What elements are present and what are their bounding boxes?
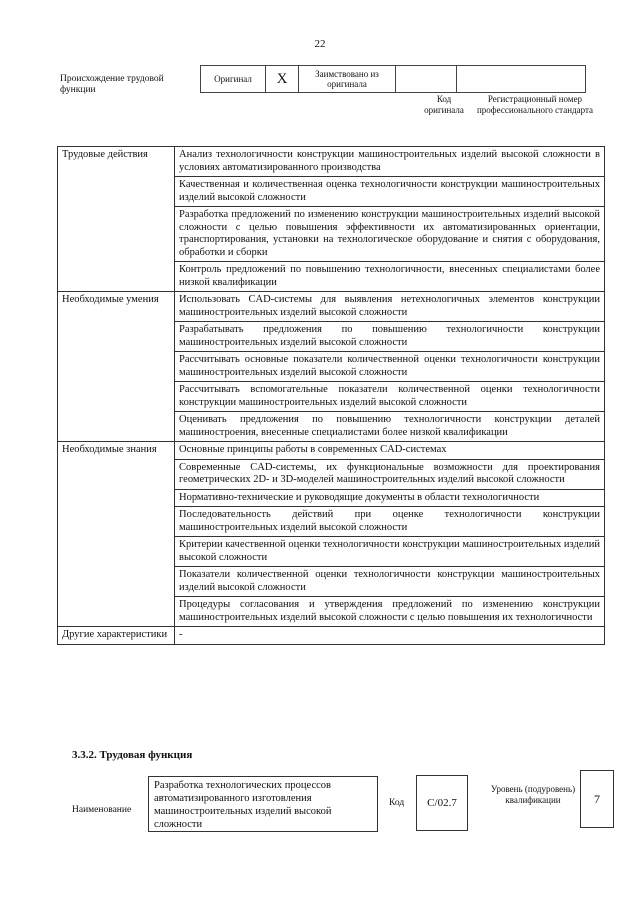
original-mark: X bbox=[266, 66, 299, 93]
name-label: Наименование bbox=[72, 805, 132, 815]
row-item-text: Оценивать предложения по повышению технологичности конструкции деталей машиностроения, внесенные специалистами более низкой квалификации bbox=[175, 412, 605, 442]
row-category-label: Другие характеристики bbox=[58, 627, 175, 645]
row-category-label: Необходимые умения bbox=[58, 292, 175, 442]
row-item-text: Основные принципы работы в современных CAD-системах bbox=[175, 442, 605, 460]
qualification-level-label: Уровень (подуровень) квалификации bbox=[490, 784, 576, 805]
origin-label: Происхождение трудовой функции bbox=[60, 74, 164, 95]
row-item-text: Современные CAD-системы, их функциональные возможности для проектирования геометрических 2D- и 3D-моделей машиностроительных изделий высокой сложности bbox=[175, 459, 605, 489]
row-item-text: Контроль предложений по повышению технологичности, внесенных специалистами более низкой квалификации bbox=[175, 262, 605, 292]
row-item-text: Использовать CAD-системы для выявления нетехнологичных элементов конструкции машиностроительных изделий высокой сложности bbox=[175, 292, 605, 322]
table-row bbox=[58, 442, 605, 460]
page-number: 22 bbox=[314, 38, 326, 50]
original-cell: Оригинал bbox=[201, 66, 266, 93]
row-item-text: - bbox=[175, 627, 605, 645]
code-label: Код bbox=[389, 798, 405, 808]
section-title: 3.3.2. Трудовая функция bbox=[72, 749, 193, 761]
qualification-level: 7 bbox=[580, 770, 614, 828]
row-item-text: Разрабатывать предложения по повышению технологичности конструкции машиностроительных изделий высокой сложности bbox=[175, 322, 605, 352]
row-item-text: Разработка предложений по изменению конструкции машиностроительных изделий высокой сложности с целью повышения эффективности их автоматизированных ориентации, транспортирования, установки на технологическое оборудование и снятия с оборудования, обработки и сборки bbox=[175, 207, 605, 262]
row-item-text: Процедуры согласования и утверждения предложений по изменению конструкции машиностроительных изделий высокой сложности с целью повышения их технологичности bbox=[175, 597, 605, 627]
origin-table bbox=[200, 65, 586, 93]
row-item-text: Показатели количественной оценки технологичности конструкции машиностроительных изделий высокой сложности bbox=[175, 567, 605, 597]
table-row bbox=[58, 292, 605, 322]
function-name: Разработка технологических процессов автоматизированного изготовления машиностроительных изделий высокой сложности bbox=[148, 776, 378, 832]
original-code-label: Код оригинала bbox=[424, 94, 464, 115]
reg-number-cell bbox=[457, 66, 586, 93]
row-category-label: Необходимые знания bbox=[58, 442, 175, 627]
reg-number-label: Регистрационный номер профессионального стандарта bbox=[476, 94, 594, 115]
borrowed-cell: Заимствовано из оригинала bbox=[299, 66, 396, 93]
function-code: С/02.7 bbox=[416, 775, 468, 831]
function-table bbox=[57, 146, 605, 645]
row-item-text: Анализ технологичности конструкции машиностроительных изделий высокой сложности в условиях автоматизированного производства bbox=[175, 147, 605, 177]
table-row bbox=[58, 147, 605, 177]
row-item-text: Последовательность действий при оценке технологичности конструкции машиностроительных изделий высокой сложности bbox=[175, 507, 605, 537]
row-item-text: Рассчитывать основные показатели количественной оценки технологичности конструкции машиностроительных изделий высокой сложности bbox=[175, 352, 605, 382]
row-category-label: Трудовые действия bbox=[58, 147, 175, 292]
row-item-text: Рассчитывать вспомогательные показатели количественной оценки технологичности конструкции машиностроительных изделий высокой сложности bbox=[175, 382, 605, 412]
original-code-cell bbox=[396, 66, 457, 93]
row-item-text: Нормативно-технические и руководящие документы в области технологичности bbox=[175, 489, 605, 507]
row-item-text: Качественная и количественная оценка технологичности конструкции машиностроительных изделий высокой сложности bbox=[175, 177, 605, 207]
row-item-text: Критерии качественной оценки технологичности конструкции машиностроительных изделий высокой сложности bbox=[175, 537, 605, 567]
table-row bbox=[58, 627, 605, 645]
